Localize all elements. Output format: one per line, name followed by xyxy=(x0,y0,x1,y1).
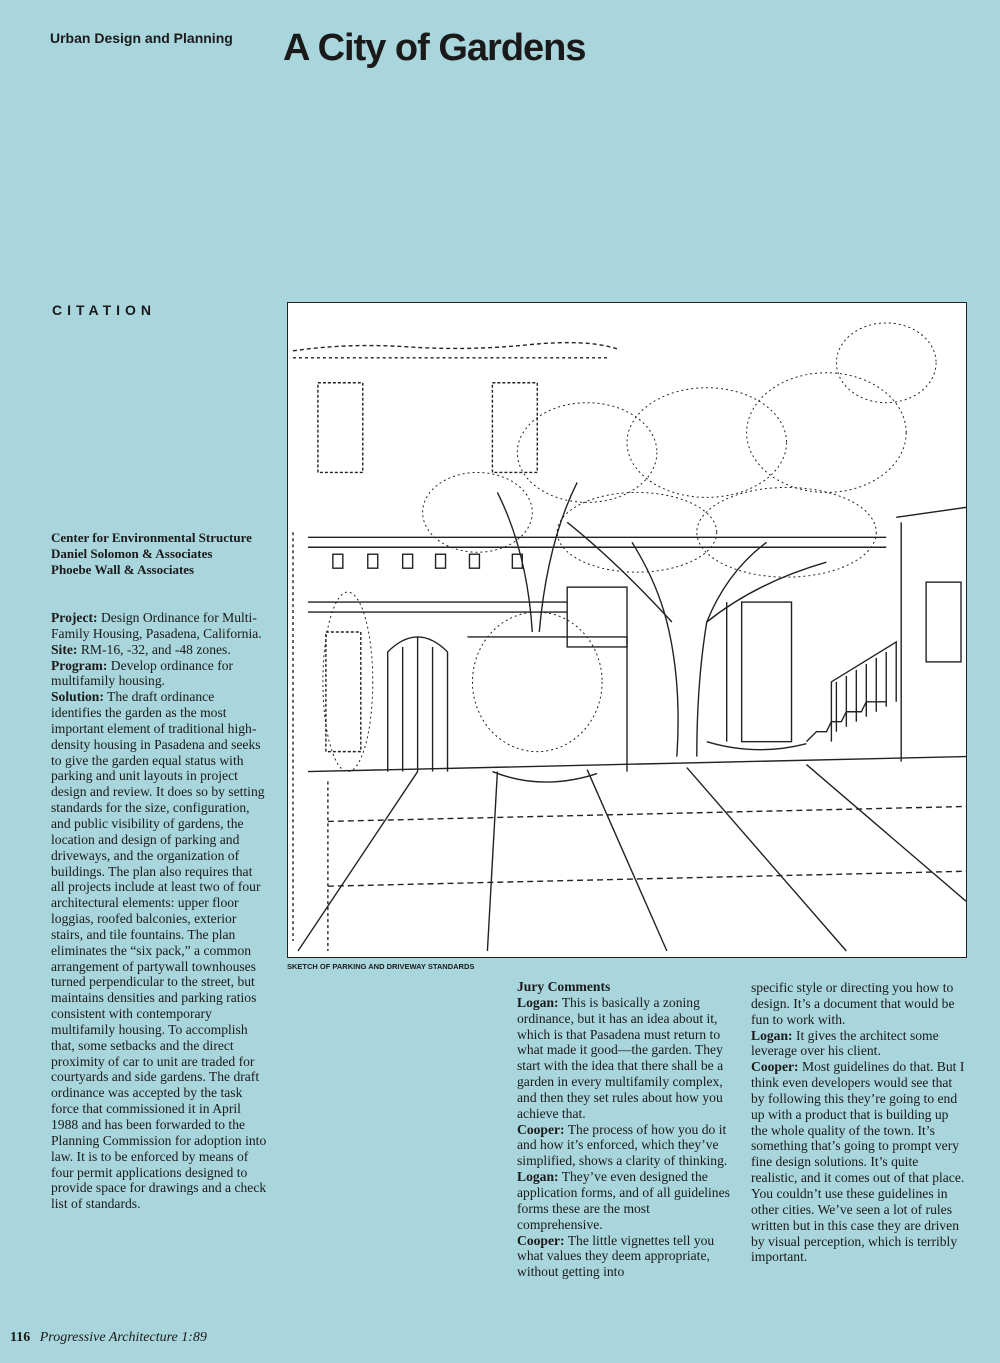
page-number: 116 xyxy=(10,1330,31,1345)
jury-comment: Logan: It gives the architect some leverage over his client. xyxy=(751,1027,939,1059)
courtyard-sketch xyxy=(287,302,967,958)
jury-comment: Cooper: The little vignettes tell you what values they deem appropriate, without getting into xyxy=(517,1232,715,1280)
page-footer xyxy=(10,1330,207,1346)
project-description xyxy=(51,610,267,1212)
jury-comment: Logan: This is basically a zoning ordinance, but it has an idea about it, which is that Pasadena must return to what made it good—the garden. They start with the idea that there shall be a garden in every multifamily complex, and then they set rules about how you achieve that. xyxy=(517,994,724,1121)
jury-comment: Logan: They’ve even designed the application forms, and of all guidelines forms these are the most comprehensive. xyxy=(517,1169,730,1232)
section-label: Urban Design and Planning xyxy=(50,30,233,46)
program-paragraph: Program: Develop ordinance for multifamily housing. xyxy=(51,657,234,689)
site-paragraph: Site: RM-16, -32, and -48 zones. xyxy=(51,641,231,657)
firm-list xyxy=(51,530,271,578)
project-paragraph: Project: Design Ordinance for Multi-Family Housing, Pasadena, California. xyxy=(51,610,262,641)
figure-caption: SKETCH OF PARKING AND DRIVEWAY STANDARDS xyxy=(287,962,475,971)
jury-comment: Cooper: Most guidelines do that. But I think even developers would see that by following this they’re going to end up with a product that is building up the whole quality of the town. It’s something that’s going to prompt very fine design solutions. It’s quite realistic, and it comes out of that place. You couldn’t use these guidelines in other cities. We’ve seen a lot of rules written but in this case they are driven by visual perception, which is terribly important. xyxy=(751,1059,965,1265)
firm-name: Phoebe Wall & Associates xyxy=(51,562,195,577)
citation-label: CITATION xyxy=(52,302,157,318)
jury-heading: Jury Comments xyxy=(517,979,611,994)
page-title: A City of Gardens xyxy=(283,27,586,69)
publication-name: Progressive Architecture 1:89 xyxy=(39,1330,207,1345)
firm-name: Center for Environmental Structure xyxy=(51,530,252,545)
sketch-illustration xyxy=(288,303,966,957)
jury-comments-column-1 xyxy=(517,979,733,1280)
solution-paragraph: Solution: The draft ordinance identifies the garden as the most important element of traditional high-density housing in Pasadena and seeks to give the garden equal status with parking and unit layouts in project design and review. It does so by setting standards for the size, configuration, and public visibility of gardens, the location and design of parking and driveways, and the organization of buildings. The plan also requires that all projects include at least two of four architectural elements: upper floor loggias, roofed balconies, exterior stairs, and tile fountains. The plan eliminates the “six pack,” a common arrangement of partywall townhouses turned perpendicular to the street, but maintains densities and parking ratios consistent with contemporary multifamily housing. To accomplish that, some setbacks and the direct proximity of car to unit are traded for courtyards and side gardens. The draft ordinance was accepted by the task force that commissioned it in April 1988 and has been forwarded to the Planning Commission for adoption into law. It is to be enforced by means of four permit applications designed to provide space for drawings and a check list of standards. xyxy=(51,689,267,1212)
jury-continuation: specific style or directing you how to design. It’s a document that would be fun to work with. xyxy=(751,980,955,1027)
firm-name: Daniel Solomon & Associates xyxy=(51,546,213,561)
jury-comment: Cooper: The process of how you do it and how it’s enforced, which they’ve simplified, shows a clarity of thinking. xyxy=(517,1121,728,1169)
jury-comments-column-2 xyxy=(751,980,967,1265)
